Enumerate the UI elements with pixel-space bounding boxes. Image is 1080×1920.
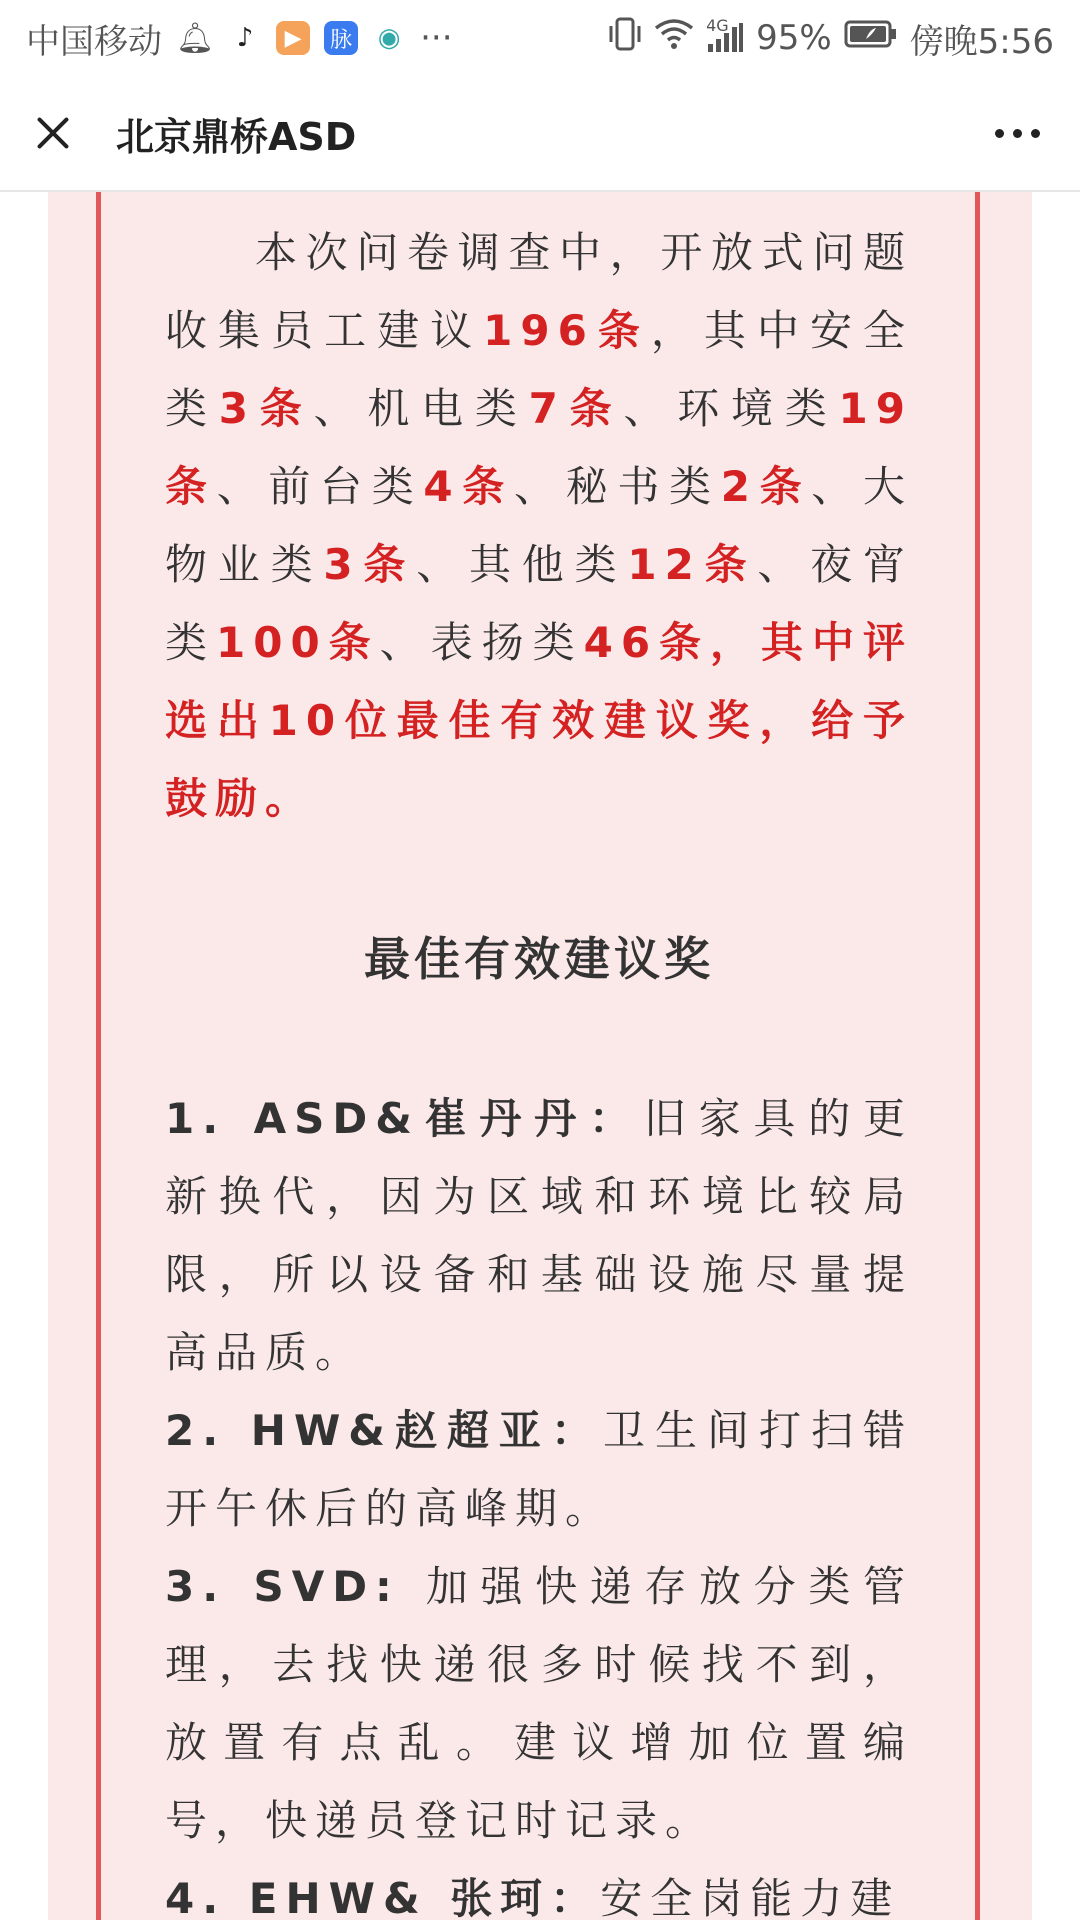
highlight-text: 3条 [323,540,417,589]
award-item-text: 卫生间打扫错开午休后的高峰期。 [165,1406,913,1533]
highlight-text: ，其中评选出10位最佳有效建议奖，给予鼓励。 [165,618,913,823]
play-icon: ▶ [276,21,310,55]
nav-bar [0,76,1080,192]
award-item [165,1080,913,1392]
more-notifications: ··· [420,18,453,58]
intro-text: 、前台类 [216,462,424,511]
intro-text: 、机电类 [313,384,529,433]
section-heading: 最佳有效建议奖 [364,932,714,986]
award-list [165,1080,913,1920]
award-item-label: 3. SVD: [165,1562,400,1611]
intro-text: 本次问卷调查中，开放式问题收集员工建议 [165,228,913,355]
intro-text: 、秘书类 [513,462,721,511]
award-item-text: 旧家具的更新换代，因为区域和环境比较局限，所以设备和基础设施尽量提高品质。 [165,1094,913,1377]
intro-text: 、大物业类 [165,462,913,589]
award-item-label: 4. EHW& 张珂： [165,1874,601,1920]
award-item-label: 1. ASD&崔丹丹： [165,1094,644,1143]
award-item [165,1548,913,1860]
status-bar [0,0,1080,76]
wifi-icon [654,18,694,59]
highlight-text: 46条 [583,618,711,667]
carrier-label: 中国移动 [26,21,162,62]
clock: 傍晚5:56 [909,21,1054,62]
intro-text: 、表扬类 [379,618,584,667]
highlight-text: 7条 [528,384,624,433]
ball-icon: ◉ [372,21,406,55]
vibrate-icon [608,16,642,61]
more-dot-icon[interactable] [1013,129,1022,138]
highlight-text: 12条 [627,540,758,589]
award-item [165,1392,913,1548]
mai-icon: 脉 [324,21,358,55]
article-content[interactable] [0,192,1080,1920]
battery-icon [844,18,898,58]
award-item-label: 2. HW&赵超亚： [165,1406,603,1455]
page-title: 北京鼎桥ASD [116,114,357,159]
more-options-button[interactable] [995,109,1040,158]
bell-icon: 🔔︎ [176,20,215,56]
more-dot-icon[interactable] [995,129,1004,138]
intro-text: 、环境类 [623,384,839,433]
highlight-text: 19条 [165,384,913,511]
battery-percent: 95% [756,18,832,58]
article-body [165,214,913,1920]
award-item-text: 安全岗能力建 [600,1874,901,1920]
award-item [165,1860,913,1920]
intro-paragraph [165,214,913,838]
highlight-text: 3条 [218,384,314,433]
highlight-text: 2条 [720,462,812,511]
more-dot-icon[interactable] [1031,129,1040,138]
intro-text: 、夜宵类 [165,540,913,667]
tiktok-icon: ♪ [228,21,262,55]
network-type: 4G [706,16,729,35]
close-button[interactable] [22,103,82,163]
intro-text: 、其他类 [416,540,628,589]
award-item-text: 加强快递存放分类管理，去找快递很多时候找不到，放置有点乱。建议增加位置编号，快递员登记时记录。 [165,1562,913,1845]
highlight-text: 100条 [216,618,380,667]
signal-icon [706,16,744,54]
intro-text: ，其中安全类 [165,306,913,433]
highlight-text: 4条 [423,462,514,511]
highlight-text: 196条 [483,306,651,355]
